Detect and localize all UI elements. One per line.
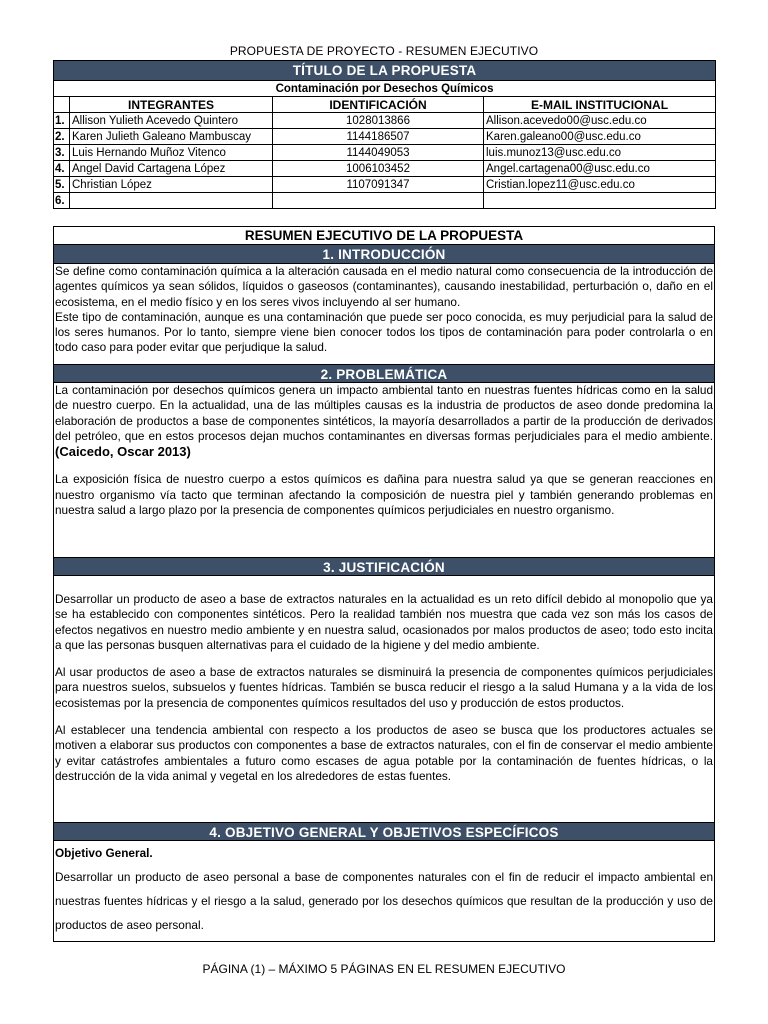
section-heading-problem: 2. PROBLEMÁTICA: [54, 364, 714, 383]
member-id: 1144049053: [273, 145, 484, 161]
justification-paragraph: Desarrollar un producto de aseo a base de extractos naturales en la actualidad es un reto difícil debido al monopolio que ya se ha establecido con componentes sintéticos. Pero la realidad también nos muestra que cada vez son más los casos de efectos negativos en nuestro medio ambiente y en nuestra salud, ocasionados por malos productos de aseo; todo esto incita a que las personas busquen alternativas para el cuidado de la higiene y del medio ambiente.: [55, 592, 713, 652]
objectives-section: [54, 841, 714, 937]
table-row: [54, 177, 716, 193]
member-id: 1028013866: [273, 113, 484, 129]
document-title: PROPUESTA DE PROYECTO - RESUMEN EJECUTIVO: [229, 44, 539, 58]
proposal-title-value: Contaminación por Desechos Químicos: [54, 81, 716, 97]
member-name: Allison Yulieth Acevedo Quintero: [70, 113, 273, 129]
objective-general-text: Desarrollar un producto de aseo personal a base de componentes naturales con el fin de reducir el impacto ambiental en nuestras fuentes hídricas y el riesgo a la salud, generado por los desechos químicos que resultan de la producción y uso de productos de aseo personal.: [55, 870, 713, 932]
problem-paragraph: La exposición física de nuestro cuerpo a estos químicos es dañina para nuestra salud ya que se generan reacciones en nuestro organismo vía tacto que terminan afectando la composición de nuestra piel y también generando problemas en nuestra salud a largo plazo por la presencia de componentes químicos perjudiciales en nuestro organismo.: [55, 472, 713, 518]
table-header-row: [54, 97, 716, 113]
header-blank-cell: [54, 97, 70, 113]
row-number: 6.: [54, 193, 70, 209]
row-number: 1.: [54, 113, 70, 129]
row-number: 5.: [54, 177, 70, 193]
table-row: [54, 113, 716, 129]
member-id: 1006103452: [273, 161, 484, 177]
row-number: 3.: [54, 145, 70, 161]
summary-title: RESUMEN EJECUTIVO DE LA PROPUESTA: [54, 227, 714, 245]
member-name: Luis Hernando Muñoz Vitenco: [70, 145, 273, 161]
introduction-paragraph: Se define como contaminación química a la alteración causada en el medio natural como consecuencia de la introducción de agentes químicos ya sean sólidos, líquidos o gaseosos (contaminantes), causando inestabilidad, perturbación o, daño en el ecosistema, en el medio físico y en los seres vivos incluyendo al ser humano.: [55, 264, 713, 309]
member-email: luis.munoz13@usc.edu.co: [484, 145, 716, 161]
member-email: Allison.acevedo00@usc.edu.co: [484, 113, 716, 129]
table-row: [54, 145, 716, 161]
section-heading-introduction: 1. INTRODUCCIÓN: [54, 245, 714, 264]
member-id: 1144186507: [273, 129, 484, 145]
member-email: [484, 193, 716, 209]
member-email: Karen.galeano00@usc.edu.co: [484, 129, 716, 145]
member-name: [70, 193, 273, 209]
table-row: [54, 161, 716, 177]
citation: (Caicedo, Oscar 2013): [55, 444, 191, 460]
member-email: Angel.cartagena00@usc.edu.co: [484, 161, 716, 177]
justification-paragraph: Al establecer una tendencia ambiental con respecto a los productos de aseo se busca que los productores actuales se motiven a elaborar sus productos con componentes a base de extractos naturales, con el fin de conservar el medio ambiente y evitar catástrofes ambientales a futuro como escases de agua potable por la contaminación de fuentes hídricas, o la destrucción de la vida animal y vegetal en los alrededores de estas fuentes.: [55, 723, 713, 783]
justification-paragraph: Al usar productos de aseo a base de extractos naturales se disminuirá la presencia de componentes químicos perjudiciales para nuestros suelos, subsuelos y fuentes hídricas. También se busca reducir el riesgo a la salud Humana y a la vida de los ecosistemas por la presencia de componentes químicos resultados del uso y producción de estos productos.: [55, 665, 713, 710]
column-header-id: IDENTIFICACIÓN: [273, 97, 484, 113]
table-row: [54, 193, 716, 209]
row-number: 4.: [54, 161, 70, 177]
section-heading-objectives: 4. OBJETIVO GENERAL Y OBJETIVOS ESPECÍFICOS: [54, 822, 714, 841]
justification-section: [54, 576, 714, 822]
section-heading-justification: 3. JUSTIFICACIÓN: [54, 557, 714, 576]
objective-general-label: Objetivo General.: [55, 846, 153, 860]
proposal-table: [53, 60, 716, 209]
introduction-section: [54, 264, 714, 364]
executive-summary: [53, 226, 715, 942]
problem-section: [54, 383, 714, 557]
introduction-paragraph: Este tipo de contaminación, aunque es una contaminación que puede ser poco conocida, es muy perjudicial para la salud de los seres humanos. Por lo tanto, siempre viene bien conocer todos los tipos de contaminación para poder controlarla o en todo caso para poder evitar que perjudique la salud.: [55, 309, 713, 355]
column-header-members: INTEGRANTES: [70, 97, 273, 113]
member-id: 1107091347: [273, 177, 484, 193]
member-email: Cristian.lopez11@usc.edu.co: [484, 177, 716, 193]
table-row: [54, 129, 716, 145]
problem-paragraph-text: La contaminación por desechos químicos genera un impacto ambiental tanto en nuestras fuentes hídricas como en la salud de nuestro cuerpo. En la actualidad, una de las múltiples causas es la industria de productos de aseo donde predomina la elaboración de productos a base de componentes sintéticos, la mayoría desarrollados a partir de la producción de derivados del petróleo, que en estos procesos dejan muchos contaminantes en diversas formas perjudiciales para el medio ambiente.: [55, 383, 713, 443]
member-id: [273, 193, 484, 209]
problem-paragraph: [55, 383, 713, 460]
member-name: Angel David Cartagena López: [70, 161, 273, 177]
member-name: Karen Julieth Galeano Mambuscay: [70, 129, 273, 145]
member-name: Christian López: [70, 177, 273, 193]
page-footer: PÁGINA (1) – MÁXIMO 5 PÁGINAS EN EL RESUMEN EJECUTIVO: [202, 962, 566, 976]
column-header-email: E-MAIL INSTITUCIONAL: [484, 97, 716, 113]
row-number: 2.: [54, 129, 70, 145]
proposal-title-label: TÍTULO DE LA PROPUESTA: [54, 61, 716, 81]
